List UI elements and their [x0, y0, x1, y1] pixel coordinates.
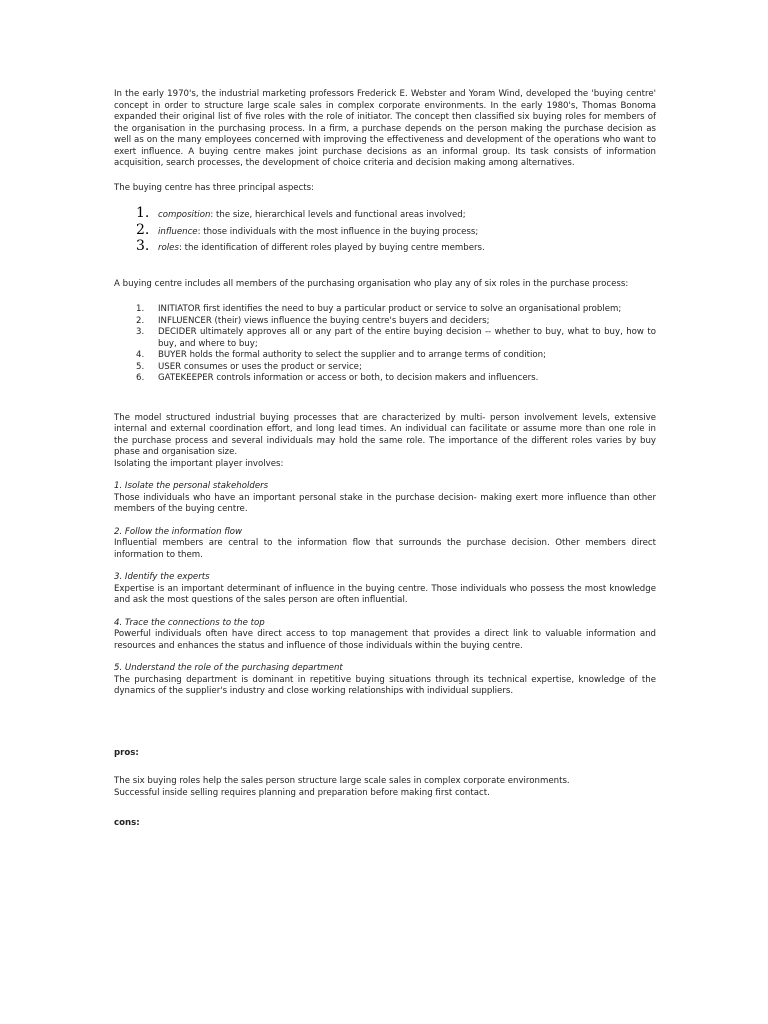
step-block	[114, 663, 656, 698]
list-item: 5. USER consumes or uses the product or service;	[158, 362, 656, 374]
role-text: INITIATOR first identifies the need to buy a particular product or service to solve an organisational problem;	[158, 304, 622, 314]
aspect-text: : the size, hierarchical levels and functional areas involved;	[210, 210, 466, 220]
aspect-term: roles	[158, 243, 179, 253]
list-item: 1. INITIATOR first identifies the need to buy a particular product or service to solve an organisational problem;	[158, 304, 656, 316]
cons-label: cons:	[114, 818, 140, 828]
pros-line: Successful inside selling requires planning and preparation before making first contact.	[114, 787, 490, 798]
step-text: Influential members are central to the information flow that surrounds the purchase decision. Other members direct information to them.	[114, 538, 656, 560]
aspect-term: composition	[158, 210, 211, 220]
list-item	[136, 238, 656, 255]
intro-paragraph: In the early 1970's, the industrial marketing professors Frederick E. Webster and Yoram Wind, developed the 'buying centre' concept in order to structure large scale sales in complex corporate environments. In the early 1980's, Thomas Bonoma expanded their original list of five roles with the role of initiator. The concept then classified six buying roles for members of the organisation in the purchasing process. In a firm, a purchase depends on the person making the purchase decision as well as on the many employees concerned with improving the effectiveness and development of the operations who want to exert influence. A buying centre makes joint purchase decisions as an informal group. Its task consists of information acquisition, search processes, the development of choice criteria and decision making among alternatives.	[114, 89, 656, 168]
role-text: INFLUENCER (their) views influence the buying centre's buyers and deciders;	[158, 315, 490, 326]
aspects-list	[136, 205, 656, 255]
pros-label: pros:	[114, 747, 139, 758]
list-item: 3. DECIDER ultimately approves all or any part of the entire buying decision -- whether to buy, what to buy, how to buy, and where to buy;	[136, 327, 656, 349]
list-number: 1.	[136, 205, 150, 221]
step-block	[114, 572, 656, 607]
step-heading: 4. Trace the connections to the top	[114, 617, 265, 628]
isolating-line: Isolating the important player involves:	[114, 458, 284, 469]
list-item: 4. BUYER holds the formal authority to select the supplier and to arrange terms of condition;	[158, 350, 656, 362]
aspect-text: : the identification of different roles played by buying centre members.	[178, 243, 485, 253]
model-paragraph: The model structured industrial buying processes that are characterized by multi- person involvement levels, extensive internal and external coordination effort, and long lead times. An individual can facilitate or assume more than one role in the purchase process and several individuals may hold the same role. The importance of the different roles varies by buy phase and organisation size.	[114, 412, 656, 457]
document-body	[114, 89, 656, 830]
roles-intro: A buying centre includes all members of the purchasing organisation who play any of six roles in the purchase process:	[114, 278, 629, 289]
aspect-text: : those individuals with the most influence in the buying process;	[197, 226, 479, 237]
list-number: 3.	[136, 238, 150, 254]
pros-line: The six buying roles help the sales person structure large scale sales in complex corporate environments.	[114, 776, 570, 786]
step-block	[114, 527, 656, 562]
step-heading: 2. Follow the information flow	[114, 526, 243, 537]
step-text: Those individuals who have an important personal stake in the purchase decision- making exert more influence than other members of the buying centre.	[114, 492, 656, 514]
list-item	[136, 221, 656, 239]
list-number: 2.	[136, 221, 150, 238]
aspect-term: influence	[158, 226, 198, 237]
roles-list	[114, 304, 656, 385]
role-text: GATEKEEPER controls information or access or both, to decision makers and influencers.	[158, 373, 539, 383]
step-block	[114, 481, 656, 516]
step-heading: 3. Identify the experts	[114, 572, 210, 582]
list-item: 6. GATEKEEPER controls information or access or both, to decision makers and influencers.	[158, 373, 656, 385]
aspects-intro: The buying centre has three principal aspects:	[114, 182, 315, 193]
role-text: BUYER holds the formal authority to select the supplier and to arrange terms of condition;	[158, 350, 546, 360]
role-text: DECIDER ultimately approves all or any part of the entire buying decision -- whether to buy, what to buy, how to buy, and where to buy;	[158, 327, 656, 349]
list-item	[136, 205, 656, 222]
step-heading: 5. Understand the role of the purchasing department	[114, 663, 343, 673]
step-block	[114, 618, 656, 653]
step-heading: 1. Isolate the personal stakeholders	[114, 481, 269, 491]
role-text: USER consumes or uses the product or service;	[158, 361, 362, 372]
step-text: Powerful individuals often have direct access to top management that provides a direct link to valuable information and resources and enhances the status and influence of those individuals within the buying centre.	[114, 629, 656, 651]
step-text: Expertise is an important determinant of influence in the buying centre. Those individuals who possess the most knowledge and ask the most questions of the sales person are often influential.	[114, 583, 656, 605]
list-item: 2. INFLUENCER (their) views influence the buying centre's buyers and deciders;	[158, 316, 656, 328]
step-text: The purchasing department is dominant in repetitive buying situations through its technical expertise, knowledge of the dynamics of the supplier's industry and close working relationships with individual suppliers.	[114, 674, 656, 696]
